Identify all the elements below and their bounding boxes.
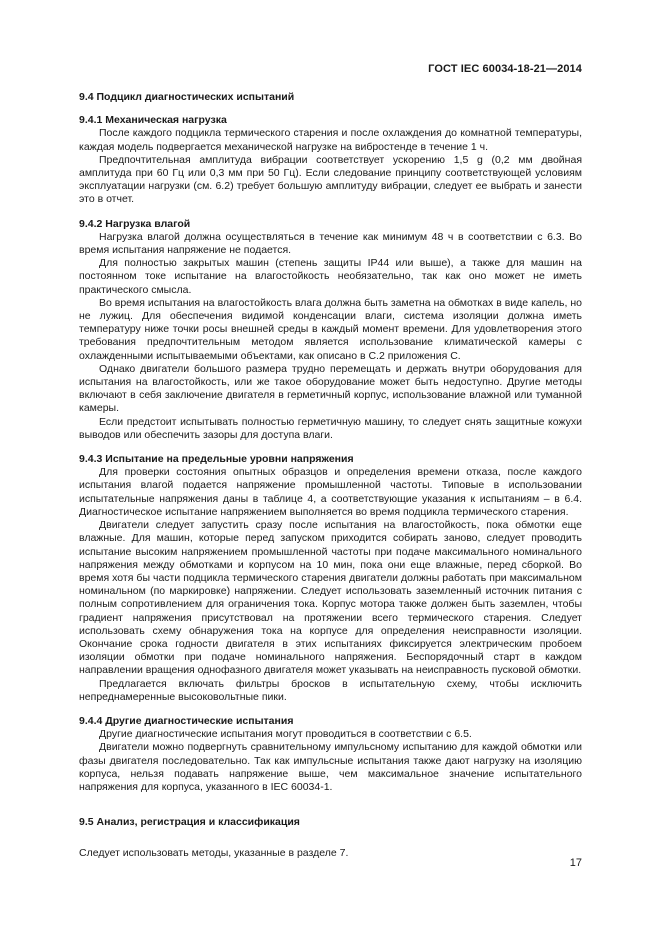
- paragraph: Предлагается включать фильтры бросков в испытательную схему, чтобы исключить непреднамеренные высоковольтные пики.: [79, 677, 582, 703]
- subsection-9-4-2-title: 9.4.2 Нагрузка влагой: [79, 217, 191, 230]
- paragraph: После каждого подцикла термического старения и после охлаждения до комнатной температуры, каждая модель подвергается механической нагрузке на вибростенде в течение 1 ч.: [79, 127, 582, 153]
- section-9-5-title: 9.5 Анализ, регистрация и классификация: [79, 816, 300, 829]
- paragraph: Нагрузка влагой должна осуществляться в течение как минимум 48 ч в соответствии с 6.3. Во время испытания напряжение не подается.: [79, 230, 582, 257]
- paragraph: Следует использовать методы, указанные в разделе 7.: [79, 847, 349, 860]
- subsection-9-4-2: [79, 218, 582, 442]
- subsection-9-4-3: [79, 453, 582, 704]
- paragraph: Однако двигатели большого размера трудно перемещать и держать внутри оборудования для испытания на влагостойкость, или же такое оборудование может быть недоступно. Другие методы включают в себя заключение двигателя в герметичный корпус, использование влажной или туманной камеры.: [79, 362, 582, 415]
- section-9-4-title: 9.4 Подцикл диагностических испытаний: [79, 91, 295, 103]
- subsection-9-4-3-title: 9.4.3 Испытание на предельные уровни напряжения: [79, 453, 354, 466]
- paragraph: Двигатели можно подвергнуть сравнительному импульсному испытанию для каждой обмотки или фазы двигателя последовательно. Так как импульсные испытания также дают нагрузку на изоляцию корпуса, нельзя подавать напряжение выше, чем максимальное значение испытательного напряжения для корпуса, указанного в IEC 60034-1.: [79, 741, 582, 793]
- subsection-9-4-1-title: 9.4.1 Механическая нагрузка: [79, 114, 227, 127]
- subsection-9-4-4-title: 9.4.4 Другие диагностические испытания: [79, 714, 294, 727]
- paragraph: Другие диагностические испытания могут проводиться в соответствии с 6.5.: [99, 728, 472, 741]
- paragraph: Предпочтительная амплитуда вибрации соответствует ускорению 1,5 g (0,2 мм двойная амплитуда при 60 Гц или 0,3 мм при 50 Гц). Если следование принципу соответствующей условиям эксплуатации нагрузки (см. 6.2) требует большую амплитуду вибрации, следует ее выбрать и занести это в отчет.: [79, 153, 582, 206]
- paragraph: Во время испытания на влагостойкость влага должна быть заметна на обмотках в виде капель, но не лужиц. Для обеспечения видимой конденсации влаги, система изоляции должна иметь температуру ниже точки росы внешней среды в каждый момент времени. Для удовлетворения этого требования предпочтительным методом является использование климатической камеры с охлажденными испытываемыми объектами, как описано в С.2 приложения С.: [79, 296, 582, 362]
- spacer: [79, 805, 582, 816]
- paragraph: Для полностью закрытых машин (степень защиты IP44 или выше), а также для машин на постоянном токе испытание на влагостойкость необязательно, так как оно может не иметь практического смысла.: [79, 257, 582, 296]
- page-number: 17: [569, 857, 582, 869]
- subsection-9-4-1: [79, 114, 582, 206]
- paragraph: Если предстоит испытывать полностью герметичную машину, то следует снять защитные кожухи выводов или обеспечить зазоры для доступа влаги.: [79, 415, 582, 441]
- document-header: ГОСТ IEC 60034-18-21—2014: [428, 63, 582, 75]
- paragraph: Двигатели следует запустить сразу после испытания на влагостойкость, пока обмотки еще влажные. Для машин, которые перед запуском приходится собирать заново, следует проводить испытание высоким напряжением промышленной частоты при подаче максимального номинального напряжения между обмотками и корпусом на 10 мин, пока они еще влажные, перед сборкой. Во время хотя бы части подцикла термического старения двигатели должны работать при максимальном номинальном (по маркировке) напряжении. Следует использовать заземленный источник питания с полным сопротивлением для ограничения тока. Корпус мотора также должен быть заземлен, чтобы градиент напряжения присутствовал на протяжении всего термического старения. Следует использовать схему обнаружения тока на корпусе для определения неисправности изоляции. Окончание срока годности двигателя в этих испытаниях фиксируется электрическим пробоем изоляции обмотки при подаче номинального напряжения. Беспорядочный старт в каждом направлении вращения однофазного двигателя может указывать на неисправность пусковой обмотки.: [79, 519, 582, 677]
- paragraph: Для проверки состояния опытных образцов и определения времени отказа, после каждого испытания влагой подается напряжение промышленной частоты. Типовые в использовании испытательные напряжения даны в таблице 4, а соответствующие указания к испытаниям – в 6.4. Диагностическое испытание напряжением выполняется во время подцикла термического старения.: [79, 466, 582, 518]
- subsection-9-4-4: [79, 715, 582, 794]
- document-body: [79, 91, 582, 861]
